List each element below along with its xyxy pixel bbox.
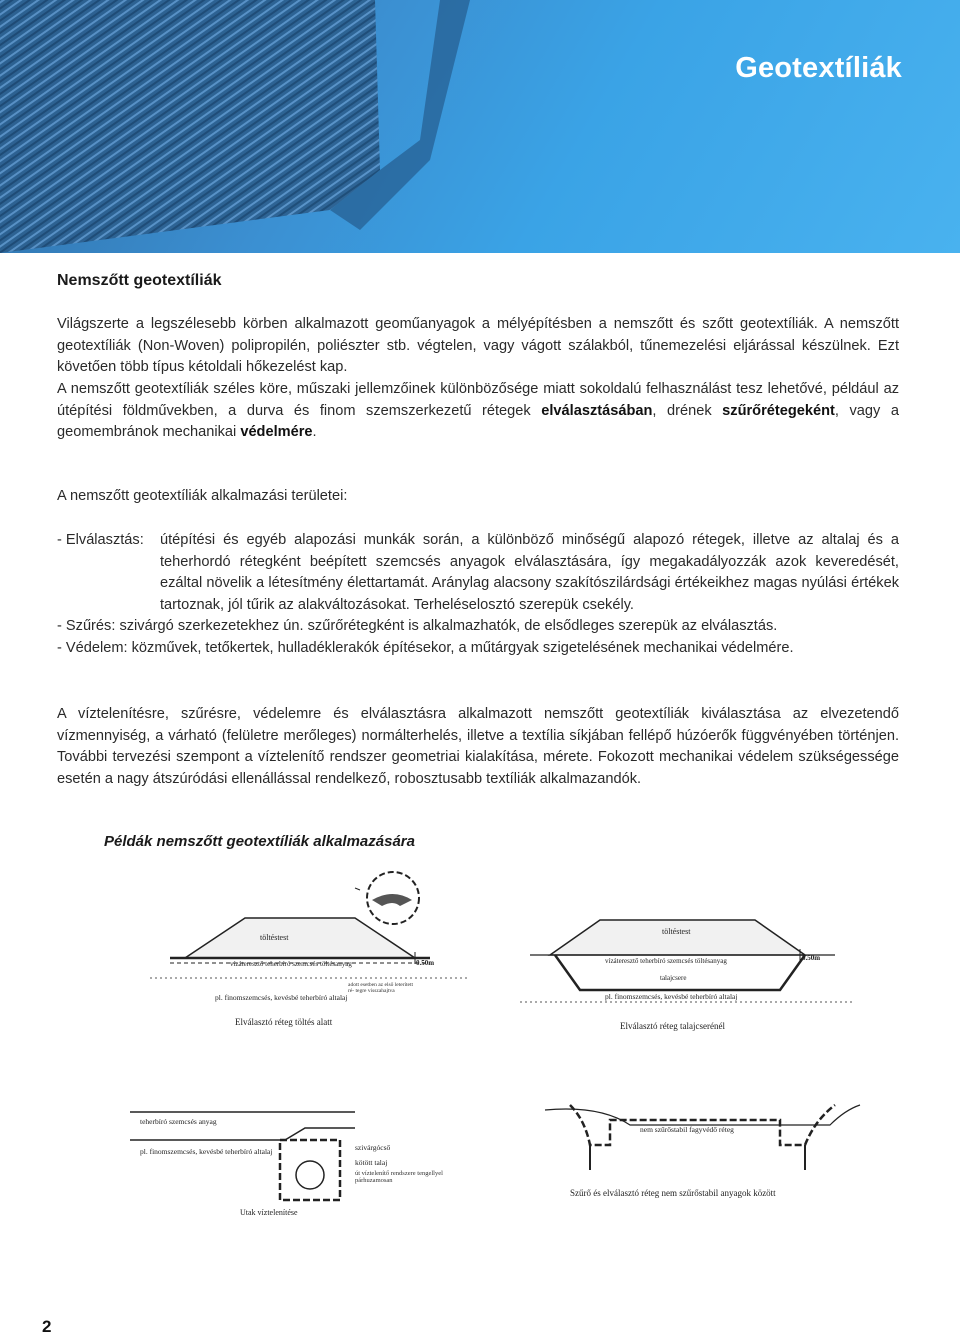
intro-paragraph: Világszerte a legszélesebb körben alkalmazott geoműanyagok a mélyépítésben a nemszőtt és szőtt geotextíliák. A nemszőtt geotextíliák (Non-Woven) polipropilén, poliészter stb. végtelen, vagy vágott szálakból, tűnemezelési eljárással készülnek. Ezt követően több típus kétoldali hőkezelést kap. [57,316,899,375]
diagram-caption: Elválasztó réteg talajcserénél [620,1021,725,1031]
soil-label: pl. finomszemcsés, kevésbé teherbíró altalaj [215,993,348,1002]
page-title: Geotextíliák [735,52,902,84]
fill-label: töltéstest [260,933,289,942]
examples-title: Példák nemszőtt geotextíliák alkalmazására [104,833,415,850]
protection-keyword: védelmére [240,424,313,440]
soil-label: pl. finomszemcsés, kevésbé teherbíró altalaj [605,992,738,1001]
depth-label: 0.50m [416,959,435,967]
usage-title: A nemszőtt geotextíliák alkalmazási területei: [57,488,348,504]
diagram-filter-separator [540,1090,870,1215]
layer-label: vízáteresztő teherbíró szemcsés töltésanyag [230,960,352,968]
fold-note [348,982,418,1014]
subgrade-label: talajcsere [660,974,687,982]
usage-protection: - Védelem: közművek, tetőkertek, hulladéklerakók építésekor, a műtárgyak szigetelésének mechanikai védelmére. [57,639,794,656]
separation-keyword: elválasztásában [541,402,653,419]
pipe-label: szivárgócső [355,1143,391,1152]
fill-label: töltéstest [662,927,691,936]
fold-note-text: adott esetben az első leterített ré- tegre visszahajtva [348,982,414,994]
usage-label: - Elválasztás: [57,532,144,548]
page-number: 2 [42,1317,52,1336]
properties-text: A nemszőtt geotextíliák széles köre, műszaki jellemzőinek különbözősége miatt sokoldalú felhasználást tesz lehetővé, például az útépítési földművekben, a durva és finom szemszerkezetű rétegek [57,381,899,419]
properties-text: . [312,424,317,440]
filter-keyword: szűrőrétegeként [722,402,835,419]
diagram-road-drainage [130,1100,470,1230]
diagram-soil-replacement [520,910,860,1045]
soil-label: pl. finomszemcsés, kevésbé teherbíró altalaj [140,1147,273,1156]
detail-fold-icon [372,894,412,906]
header-banner [0,0,960,253]
usage-text: útépítési és egyéb alapozási munkák során, a különböző minőségű alapozó rétegek, illetve az altalaj és a teherhordó rétegként beépített szemcsés anyagok elválasztására, így megakadályozzák azok keveredését, ezáltal növelik a létesítmény élettartamát. Aránylag alacsony szakítószilárdsági értékeikhez magas nyúlási értékek tartoznak, jól tűrik az alakváltozásokat. Terheléselosztó szerepük csekély. [160,532,899,613]
usage-separation [57,530,899,616]
properties-paragraph [57,379,899,444]
diagram-embankment-separation [150,870,480,1045]
layer-label: vízáteresztő teherbíró szemcsés töltésanyag [605,957,727,965]
geotextile-photo [0,0,960,253]
selection-paragraph: A víztelenítésre, szűrésre, védelemre és elválasztásra alkalmazott nemszőtt geotextíliák kiválasztása az elvezetendő vízmennyiség, a várható (felületre merőleges) normálterhelés, illetve a textília síkjában fellépő húzóerők függvényében történjen. További tervezési szempont a víztelenítő rendszer geometriai kialakítása, mérete. Fokozott mechanikai védelem szükségessége esetén a nagy átszúródási ellenállással rendelkező, robosztusabb textíliák alkalmazandók. [57,706,899,787]
properties-text: , vagy a geomembránok mechanikai [57,402,899,440]
properties-text: , drének [652,402,723,419]
mat-label: kötött talaj [355,1158,388,1167]
geotextile-wrap [280,1140,340,1200]
drain-note [355,1170,445,1192]
section-title: Nemszőtt geotextíliák [57,272,222,289]
drain-label: út víztelenítő rendszere tengellyel párhuzamosan [355,1170,443,1184]
layer-label: teherbíró szemcsés anyag [140,1117,217,1126]
usage-list [57,530,899,659]
diagram-caption: Elválasztó réteg töltés alatt [235,1017,333,1027]
frost-layer-label: nem szűrőstabil fagyvédő réteg [640,1125,734,1134]
depth-label: 0.50m [802,954,821,962]
pipe-icon [296,1161,324,1189]
usage-filtration: - Szűrés: szivárgó szerkezetekhez ún. szűrőrétegként is alkalmazhatók, de elsődleges szerepük az elválasztás. [57,618,778,634]
diagram-caption: Utak víztelenítése [240,1208,298,1217]
diagram-caption: Szűrő és elválasztó réteg nem szűrőstabil anyagok között [570,1188,776,1198]
